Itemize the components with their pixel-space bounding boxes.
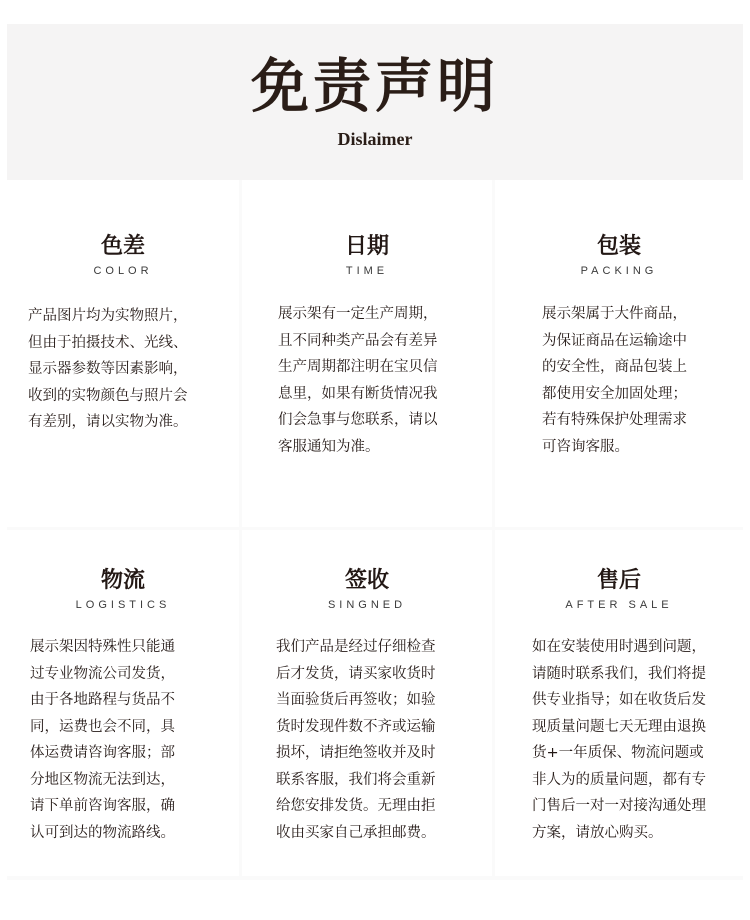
card-title: 日期 [344, 233, 389, 259]
card-body: 产品图片均为实物照片， 但由于拍摄技术、光线、 显示器参数等因素影响， 收到的实物颜色与照片会 有差别，请以实物为准。 [28, 308, 188, 430]
card-subtitle: SINGNED [327, 599, 407, 611]
card-time [242, 180, 492, 527]
card-after-sale [495, 530, 743, 876]
card-body: 展示架有一定生产周期， 且不同种类产品会有差异 生产周期都注明在宝贝信 息里，如果有断货情况我 们会急事与您联系，请以 客服通知为准。 [278, 306, 438, 455]
card-title: 售后 [596, 567, 641, 593]
card-packing [495, 180, 743, 527]
card-subtitle: COLOR [93, 265, 153, 277]
card-title: 色差 [100, 233, 145, 259]
page-subtitle: Dislaimer [337, 129, 413, 149]
disclaimer-grid [7, 180, 743, 876]
disclaimer-page [7, 24, 743, 880]
card-title: 包装 [596, 233, 641, 259]
card-subtitle: AFTER SALE [565, 599, 673, 611]
card-subtitle: LOGISTICS [75, 599, 171, 611]
card-signed [242, 530, 492, 876]
card-title: 签收 [344, 567, 389, 593]
card-body: 如在安装使用时遇到问题， 请随时联系我们，我们将提 供专业指导；如在收货后发 现质量问题七天无理由退换 货+一年质保、物流问题或 非人为的质量问题，都有专 门售后一对一对接沟通处理 方案，请放心购买。 [532, 639, 706, 841]
page-title: 免责声明 [250, 52, 499, 120]
card-body: 展示架属于大件商品， 为保证商品在运输途中 的安全性，商品包装上 都使用安全加固处理； 若有特殊保护处理需求 可咨询客服。 [542, 306, 687, 455]
card-title: 物流 [100, 567, 145, 593]
card-subtitle: PACKING [580, 265, 658, 277]
card-subtitle: TIME [345, 265, 389, 277]
card-body: 展示架因特殊性只能通 过专业物流公司发货， 由于各地路程与货品不 同，运费也会不同，具 体运费请咨询客服；部 分地区物流无法到达， 请下单前咨询客服，确 认可到达的物流路线。 [30, 639, 175, 841]
disclaimer-header [7, 24, 743, 180]
card-logistics [7, 530, 239, 876]
card-body: 我们产品是经过仔细检查 后才发货，请买家收货时 当面验货后再签收；如验 货时发现件数不齐或运输 损坏，请拒绝签收并及时 联系客服，我们将会重新 给您安排发货。无理由拒 收由买家自己承担邮费。 [276, 639, 436, 841]
card-color [7, 180, 239, 527]
